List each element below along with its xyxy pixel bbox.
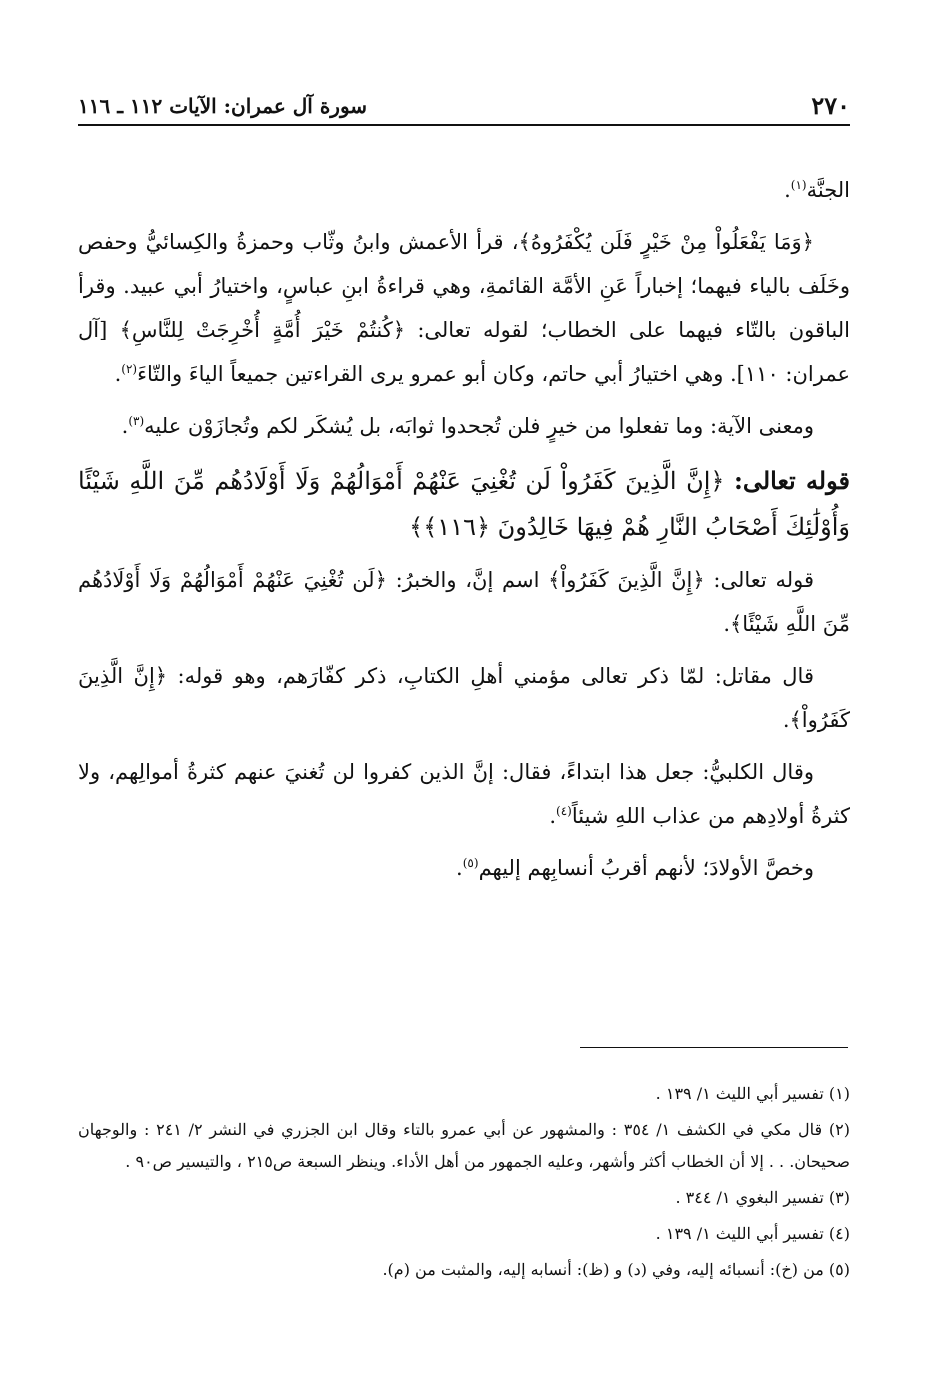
paragraph bbox=[78, 750, 850, 838]
footnote: (٥) من (خ): أنسبائه إليه، وفي (د) و (ظ): أنسابه إليه، والمثبت من (م). bbox=[382, 1260, 850, 1279]
paragraph-text: وقال الكلبيُّ: جعل هذا ابتداءً، فقال: إنَّ الذين كفروا لن تُغنيَ عنهم كثرةُ أموالِهم، ولا كثرةُ أولادِهم من عذاب اللهِ شيئاً bbox=[78, 760, 850, 828]
page-number: ٢٧٠ bbox=[811, 91, 850, 120]
paragraph-end: . bbox=[456, 856, 463, 880]
paragraph: قال مقاتل: لمّا ذكر تعالى مؤمني أهلِ الكتابِ، ذكر كفّارَهم، وهو قوله: ﴿إِنَّ الَّذِينَ كَفَرُواْ﴾. bbox=[78, 664, 850, 732]
footnote-ref: (٥) bbox=[462, 856, 479, 870]
footnote-ref: (٢) bbox=[121, 362, 138, 376]
footnotes bbox=[78, 1078, 850, 1290]
paragraph-end: . bbox=[121, 414, 129, 438]
page-header bbox=[78, 88, 850, 126]
verse-heading bbox=[78, 458, 850, 550]
paragraph-end: . bbox=[114, 362, 122, 386]
verse-lead: قوله تعالى: bbox=[733, 466, 850, 495]
paragraph-text: ومعنى الآية: وما تفعلوا من خيرٍ فلن تُجحدوا ثوابَه، بل يُشكَر لكم وتُجازَوْن عليه bbox=[144, 414, 814, 438]
footnote: (٢) قال مكي في الكشف ١/ ٣٥٤ : والمشهور عن أبي عمرو بالتاء وقال ابن الجزري في النشر ٢/ ٢٤١ : والوجهان صحيحان. . . إلا أن الخطاب أكثر وأشهر، وعليه الجمهور من أهل الأداء. وينظر السبعة ص٢١٥ ، والتيسير ص٩٠ . bbox=[78, 1120, 850, 1171]
running-title: سورة آل عمران: الآيات ١١٢ ـ ١١٦ bbox=[78, 94, 368, 118]
paragraph bbox=[78, 220, 850, 396]
footnote: (٤) تفسير أبي الليث ١/ ١٣٩ . bbox=[655, 1224, 850, 1243]
footnote-ref: (٣) bbox=[128, 414, 145, 428]
paragraph-text: الجنَّة bbox=[806, 178, 850, 202]
footnote-ref: (٤) bbox=[556, 804, 572, 818]
footnote-ref: (١) bbox=[790, 178, 807, 192]
footnote-divider bbox=[580, 1047, 848, 1048]
paragraph bbox=[78, 168, 850, 212]
paragraph-end: . bbox=[784, 178, 791, 202]
footnote: (١) تفسير أبي الليث ١/ ١٣٩ . bbox=[655, 1084, 850, 1103]
paragraph: قوله تعالى: ﴿إِنَّ الَّذِينَ كَفَرُواْ﴾ اسم إنَّ، والخبرُ: ﴿لَن تُغْنِيَ عَنْهُمْ أَمْوَالُهُمْ وَلَا أَوْلَادُهُم مِّنَ اللَّهِ شَيْئًا﴾. bbox=[78, 568, 850, 636]
paragraph bbox=[78, 846, 850, 890]
footnote: (٣) تفسير البغوي ١/ ٣٤٤ . bbox=[675, 1188, 850, 1207]
verse-text: ﴿إِنَّ الَّذِينَ كَفَرُواْ لَن تُغْنِيَ عَنْهُمْ أَمْوَالُهُمْ وَلَا أَوْلَادُهُم مِّنَ اللَّهِ شَيْئًا وَأُوْلَٰئِكَ أَصْحَابُ النَّارِ هُمْ فِيهَا خَالِدُونَ ﴿١١٦﴾﴾ bbox=[78, 467, 850, 541]
main-text bbox=[78, 168, 850, 898]
paragraph-text: وخصَّ الأولادَ؛ لأنهم أقربُ أنسابِهم إليهم bbox=[478, 856, 814, 880]
paragraph bbox=[78, 404, 850, 448]
paragraph-end: . bbox=[549, 804, 556, 828]
paragraph-text: ﴿وَمَا يَفْعَلُواْ مِنْ خَيْرٍ فَلَن يُكْفَرُوهُ﴾، قرأ الأعمش وابنُ وثّاب وحمزةُ والكِسائيُّ وحفص وخَلَف بالياء فيهما؛ إخباراً عَنِ الأمَّة القائمةِ، وهي قراءةُ ابنِ عباسٍ، واختيارُ أبي عبيد. وقرأ الباقون بالتّاء فيهما على الخطاب؛ لقوله تعالى: ﴿كُنتُمْ خَيْرَ أُمَّةٍ أُخْرِجَتْ لِلنَّاسِ﴾ [آل عمران: ١١٠]. وهي اختيارُ أبي حاتم، وكان أبو عمرو يرى القراءتين جميعاً الياءَ والتّاءَ bbox=[78, 230, 850, 386]
